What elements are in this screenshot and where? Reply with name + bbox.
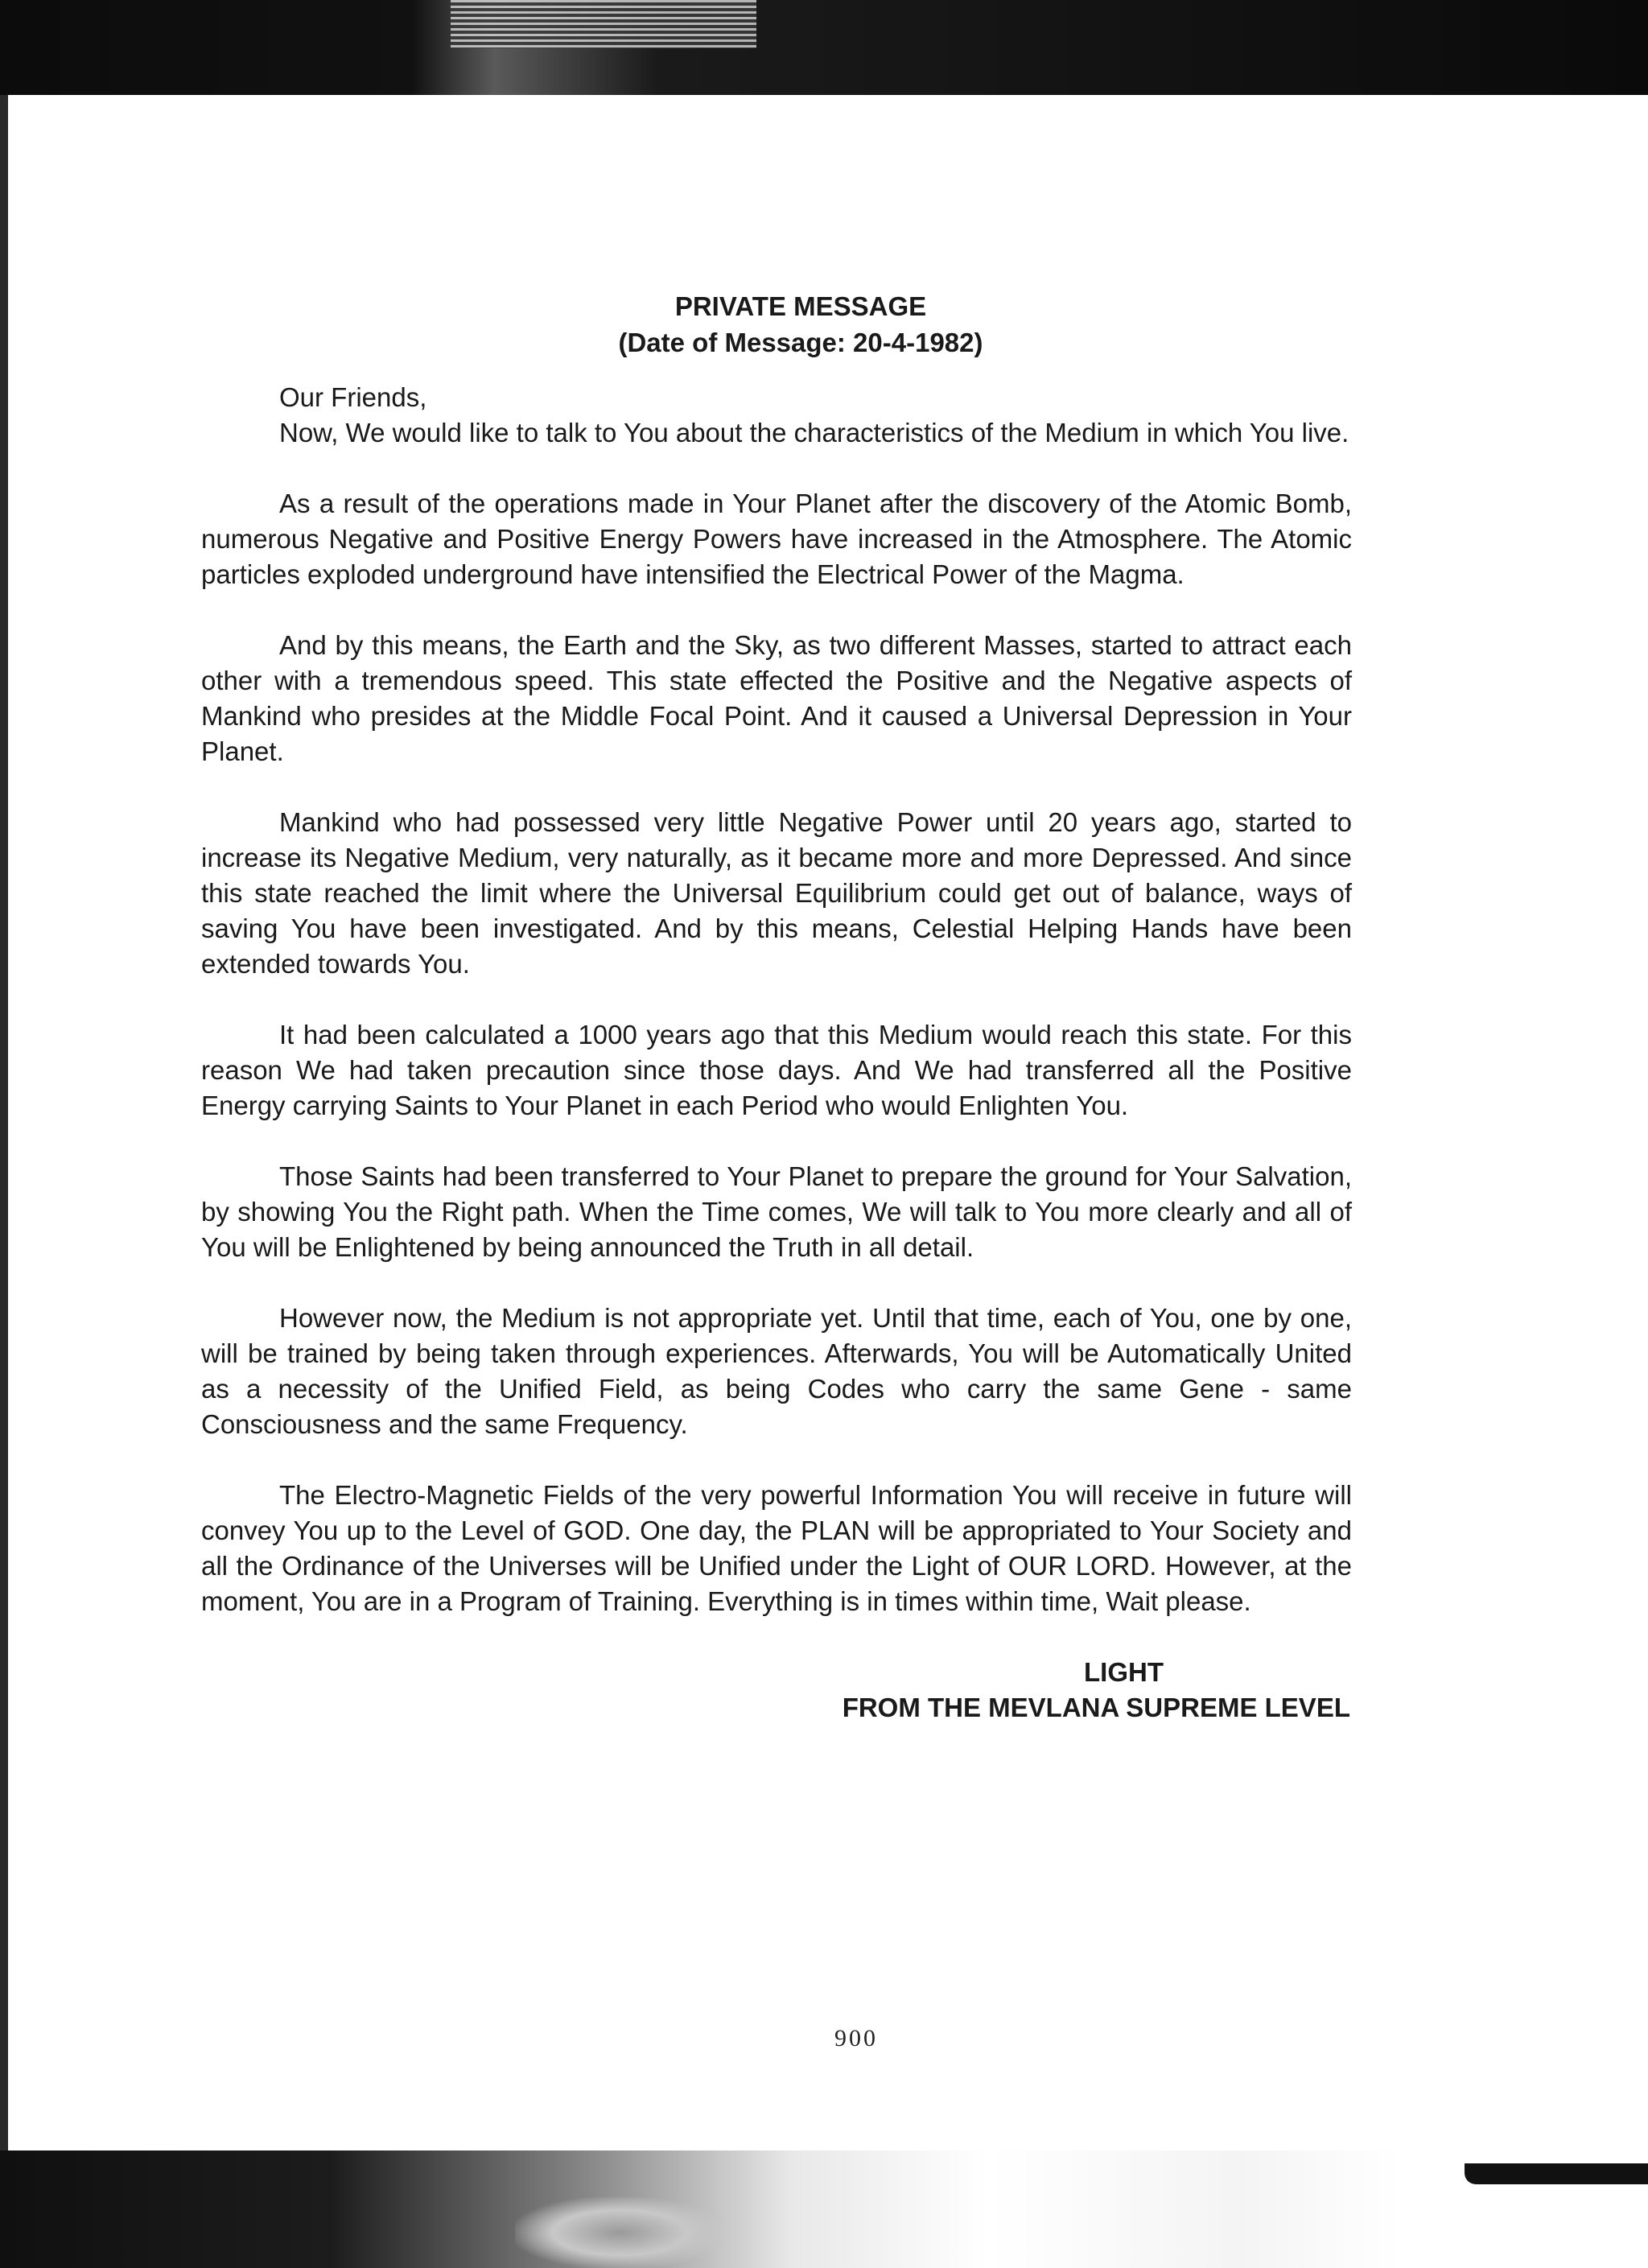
scan-bottom-edge bbox=[0, 2150, 1648, 2268]
paragraph-4: Mankind who had possessed very little Negative Power until 20 years ago, started to increase its Negative Medium, very naturally, as it became more and more Depressed. And since this state reached the limit where the Universal Equilibrium could get out of balance, ways of saving You have been investigated. And by this means, Celestial Helping Hands have been extended towards You. bbox=[201, 807, 1352, 979]
paragraph-1: Now, We would like to talk to You about the characteristics of the Medium in which You live. bbox=[279, 418, 1349, 447]
scan-left-edge bbox=[0, 95, 8, 2155]
message-date: (Date of Message: 20-4-1982) bbox=[618, 328, 983, 357]
paragraph-2: As a result of the operations made in Your Planet after the discovery of the Atomic Bomb, numerous Negative and Positive Energy Powers have increased in the Atmosphere. The Atomic particles exploded underground have intensified the Electrical Power of the Magma. bbox=[201, 489, 1352, 589]
paragraph-8: The Electro-Magnetic Fields of the very powerful Information You will receive in future will convey You up to the Level of GOD. One day, the PLAN will be appropriated to Your Society and all the Ordinance of the Universes will be Unified under the Light of OUR LORD. However, at the moment, You are in a Program of Training. Everything is in times within time, Wait please. bbox=[201, 1480, 1352, 1616]
scan-bottom-bar bbox=[1465, 2163, 1648, 2184]
scan-top-streak bbox=[451, 0, 756, 48]
scan-bottom-blob bbox=[515, 2197, 724, 2268]
paragraph-5: It had been calculated a 1000 years ago that this Medium would reach this state. For this reason We had taken precaution since those days. And We had transferred all the Positive Energy carrying Saints to Your Planet in each Period who would Enlighten You. bbox=[201, 1020, 1352, 1120]
scan-top-edge bbox=[0, 0, 1648, 95]
paragraph-3: And by this means, the Earth and the Sky, as two different Masses, started to attract each other with a tremendous speed. This state effected the Positive and the Negative aspects of Mankind who presides at the Middle Focal Point. And it caused a Universal Depression in Your Planet. bbox=[201, 630, 1352, 766]
message-title: PRIVATE MESSAGE bbox=[674, 291, 927, 321]
signature-line-1: LIGHT bbox=[1084, 1657, 1164, 1687]
signature-line-2: FROM THE MEVLANA SUPREME LEVEL bbox=[842, 1693, 1350, 1722]
document-page bbox=[201, 288, 1352, 1726]
salutation: Our Friends, bbox=[279, 382, 427, 412]
paragraph-6: Those Saints had been transferred to Your Planet to prepare the ground for Your Salvation, by showing You the Right path. When the Time comes, We will talk to You more clearly and all of You will be Enlightened by being announced the Truth in all detail. bbox=[201, 1161, 1352, 1262]
message-header bbox=[249, 288, 1352, 361]
signature-block bbox=[201, 1655, 1352, 1726]
page-number: 900 bbox=[834, 2025, 878, 2052]
paragraph-7: However now, the Medium is not appropriate yet. Until that time, each of You, one by one, will be trained by being taken through experiences. Afterwards, You will be Automatically United as a necessity of the Unified Field, as being Codes who carry the same Gene - same Consciousness and the same Frequency. bbox=[201, 1303, 1352, 1439]
